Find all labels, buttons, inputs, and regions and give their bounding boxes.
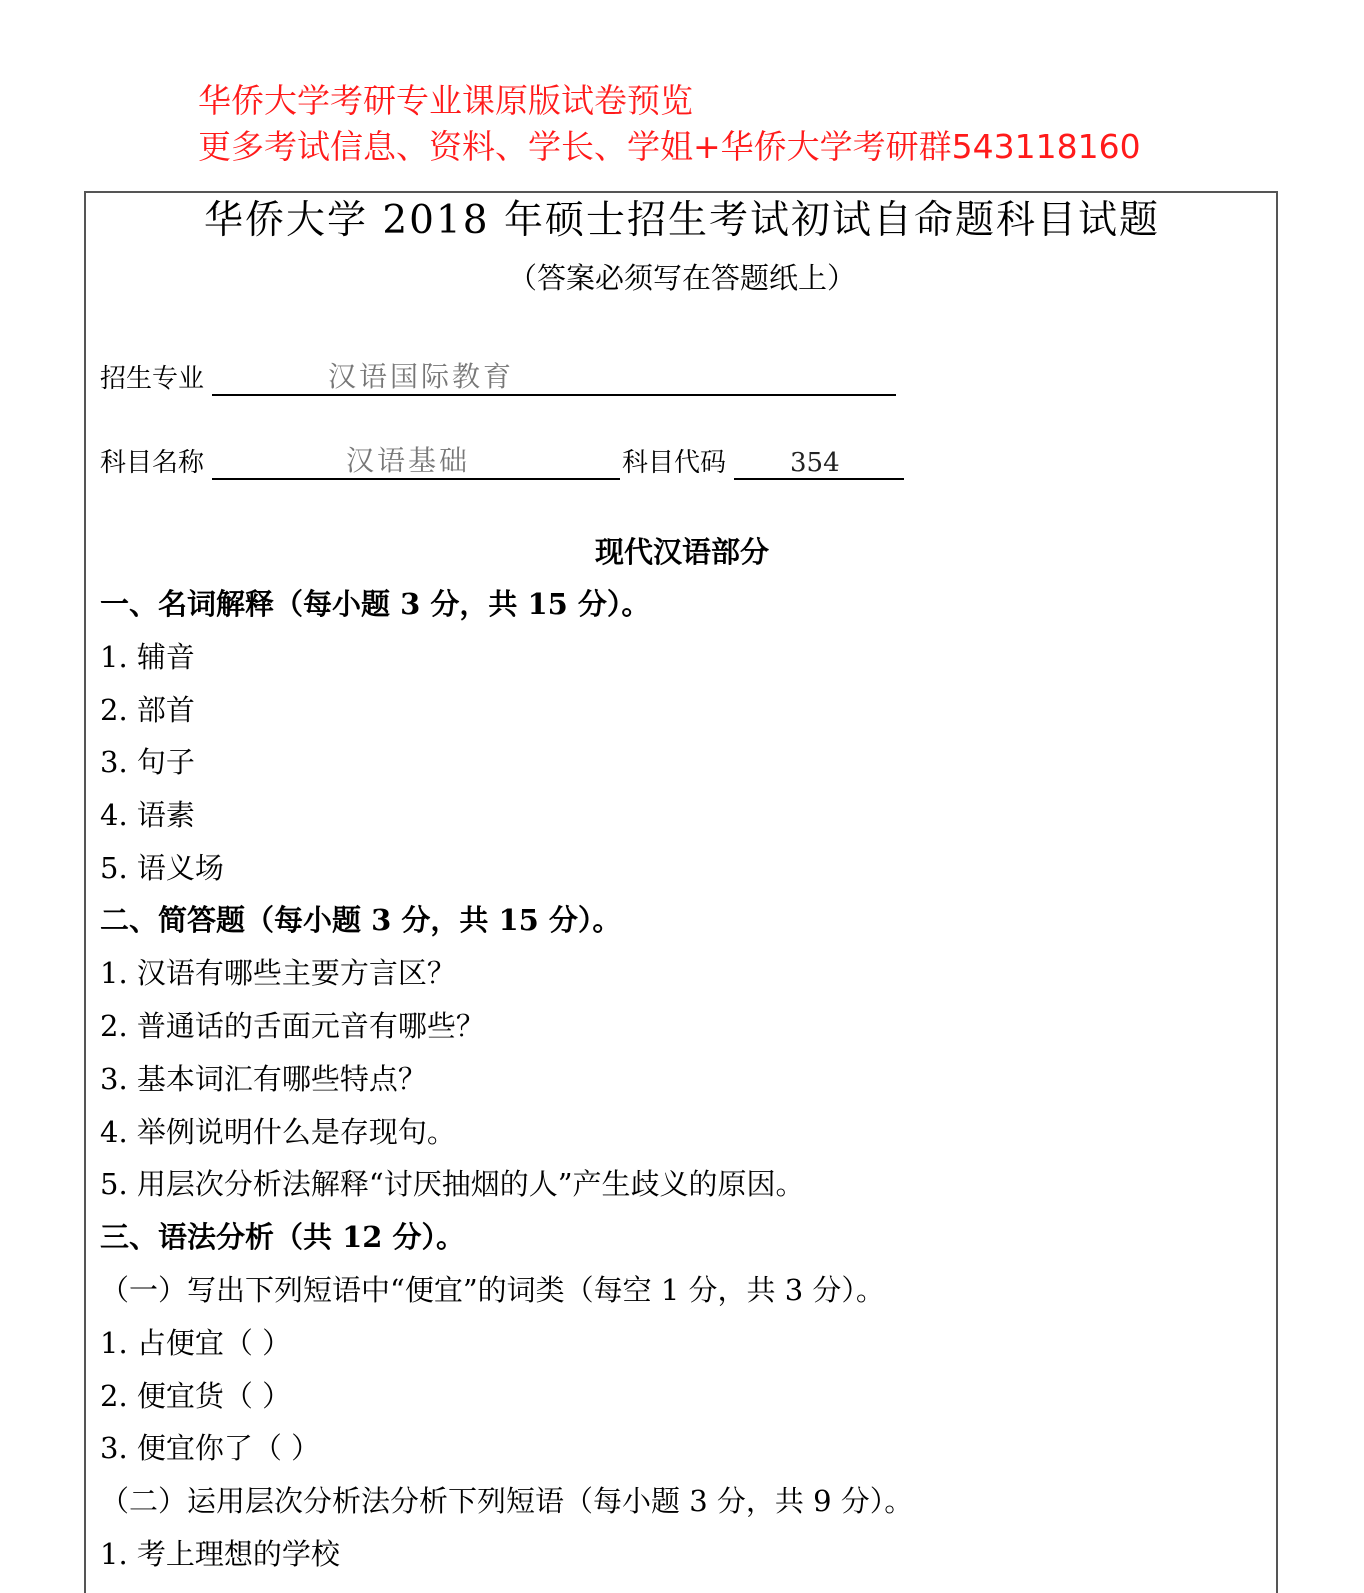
exam-subtitle: （答案必须写在答题纸上） (507, 261, 856, 295)
code-label: 科目代码 (622, 448, 727, 478)
major-underline (212, 360, 896, 396)
question-item: 4. 举例说明什么是存现句。 (100, 1115, 456, 1149)
question-item: 2. 便宜货（ ） (100, 1379, 292, 1413)
question-item: 1. 考上理想的学校 (100, 1537, 340, 1571)
major-value: 汉语国际教育 (328, 360, 515, 393)
sub-heading: （二）运用层次分析法分析下列短语（每小题 3 分，共 9 分）。 (100, 1484, 914, 1518)
promo-line-2: 更多考试信息、资料、学长、学姐+华侨大学考研群543118160 (198, 127, 1141, 166)
major-label: 招生专业 (100, 364, 205, 394)
promo-banner (198, 78, 1141, 170)
exam-title: 华侨大学 2018 年硕士招生考试初试自命题科目试题 (203, 198, 1161, 243)
subject-label: 科目名称 (100, 448, 205, 478)
question-heading-3: 三、语法分析（共 12 分）。 (100, 1220, 466, 1254)
code-value: 354 (790, 448, 840, 478)
question-item: 5. 语义场 (100, 851, 224, 885)
question-item: 3. 基本词汇有哪些特点？ (100, 1062, 427, 1096)
question-item: 4. 语素 (100, 798, 195, 832)
question-item: 3. 句子 (100, 745, 195, 779)
question-item: 3. 便宜你了（ ） (100, 1431, 321, 1465)
question-item: 2. 部首 (100, 693, 195, 727)
question-item: 1. 占便宜（ ） (100, 1326, 292, 1360)
question-item: 1. 辅音 (100, 640, 195, 674)
section-title: 现代汉语部分 (594, 535, 769, 569)
promo-line-1: 华侨大学考研专业课原版试卷预览 (198, 81, 693, 120)
question-item: 5. 用层次分析法解释“讨厌抽烟的人”产生歧义的原因。 (100, 1167, 805, 1201)
sub-heading: （一）写出下列短语中“便宜”的词类（每空 1 分，共 3 分）。 (100, 1273, 885, 1307)
question-item: 1. 汉语有哪些主要方言区？ (100, 956, 456, 990)
question-item: 2. 普通话的舌面元音有哪些？ (100, 1009, 485, 1043)
question-heading-1: 一、名词解释（每小题 3 分，共 15 分）。 (100, 587, 651, 621)
subject-value: 汉语基础 (346, 444, 471, 477)
question-heading-2: 二、简答题（每小题 3 分，共 15 分）。 (100, 903, 622, 937)
